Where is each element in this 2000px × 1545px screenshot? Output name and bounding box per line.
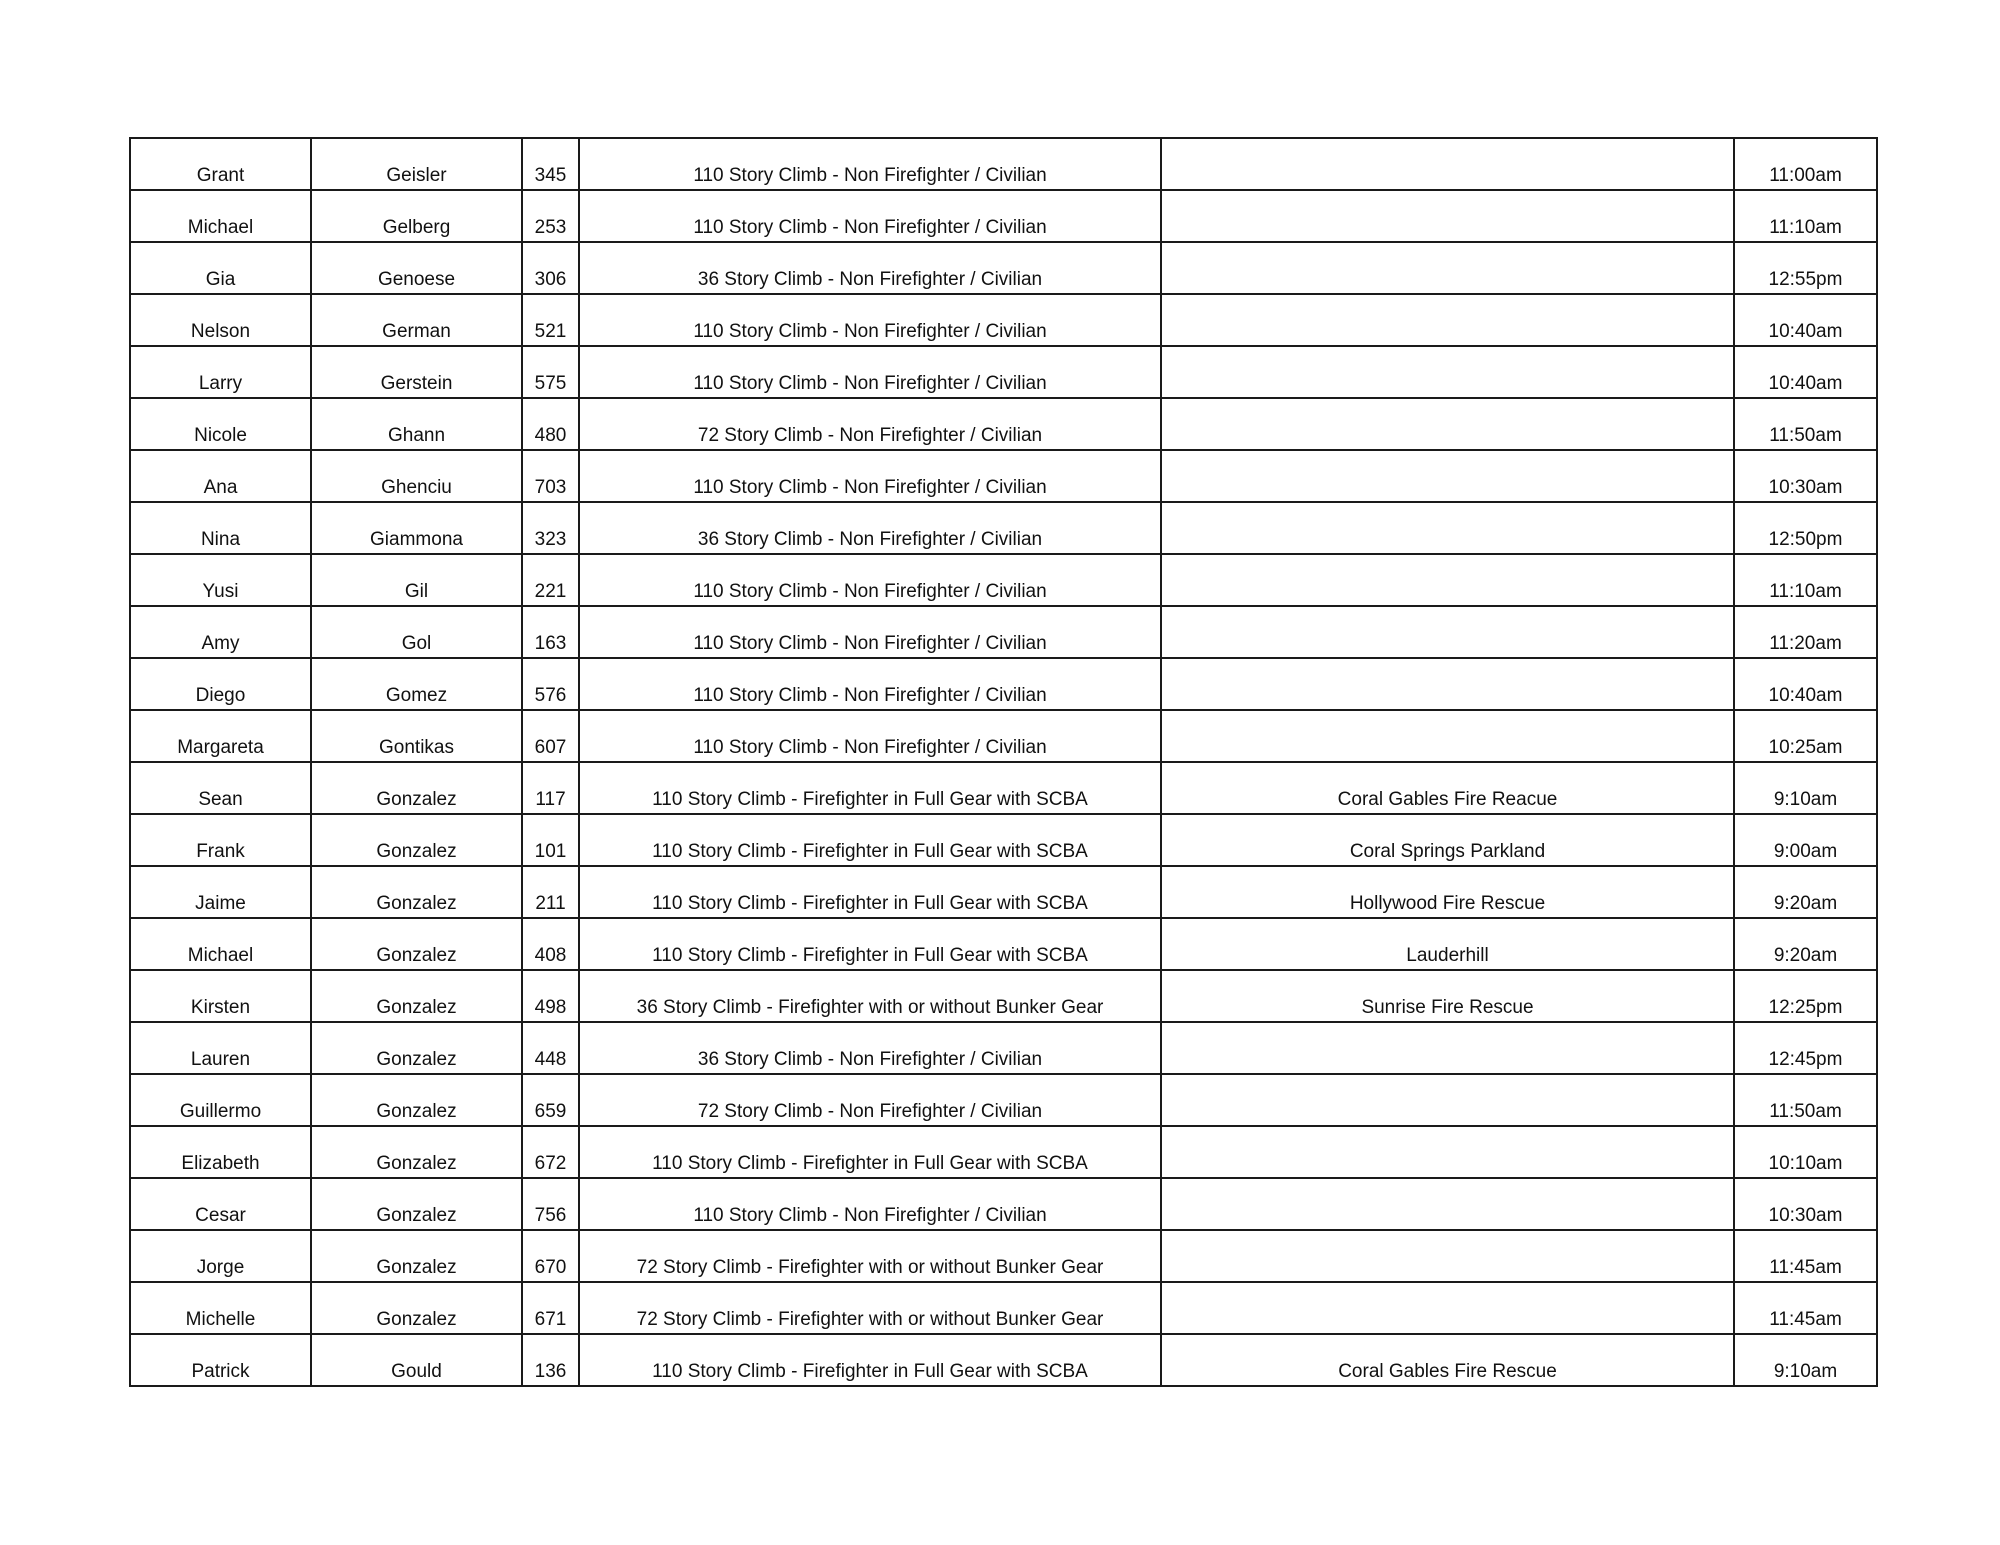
start-time-cell: 11:45am [1734,1230,1877,1282]
bib-number-cell: 136 [522,1334,579,1386]
department-cell [1161,1230,1734,1282]
table-row [130,450,1877,502]
first-name-cell: Kirsten [130,970,311,1022]
participant-table-body [130,138,1877,1386]
start-time-cell: 12:25pm [1734,970,1877,1022]
event-cell: 110 Story Climb - Non Firefighter / Civilian [579,346,1161,398]
last-name-cell: Gonzalez [311,970,522,1022]
bib-number-cell: 498 [522,970,579,1022]
department-cell: Coral Gables Fire Reacue [1161,762,1734,814]
bib-number-cell: 672 [522,1126,579,1178]
event-cell: 110 Story Climb - Non Firefighter / Civilian [579,606,1161,658]
event-cell: 110 Story Climb - Non Firefighter / Civilian [579,658,1161,710]
start-time-cell: 9:10am [1734,762,1877,814]
first-name-cell: Sean [130,762,311,814]
event-cell: 36 Story Climb - Non Firefighter / Civilian [579,502,1161,554]
department-cell [1161,294,1734,346]
department-cell [1161,1282,1734,1334]
department-cell [1161,450,1734,502]
start-time-cell: 9:10am [1734,1334,1877,1386]
event-cell: 72 Story Climb - Non Firefighter / Civilian [579,1074,1161,1126]
first-name-cell: Amy [130,606,311,658]
bib-number-cell: 576 [522,658,579,710]
first-name-cell: Gia [130,242,311,294]
first-name-cell: Lauren [130,1022,311,1074]
start-time-cell: 9:20am [1734,866,1877,918]
department-cell [1161,1178,1734,1230]
event-cell: 36 Story Climb - Non Firefighter / Civilian [579,242,1161,294]
first-name-cell: Nina [130,502,311,554]
department-cell [1161,502,1734,554]
bib-number-cell: 521 [522,294,579,346]
event-cell: 110 Story Climb - Non Firefighter / Civilian [579,710,1161,762]
first-name-cell: Cesar [130,1178,311,1230]
department-cell [1161,398,1734,450]
last-name-cell: Gould [311,1334,522,1386]
bib-number-cell: 221 [522,554,579,606]
bib-number-cell: 703 [522,450,579,502]
table-row [130,190,1877,242]
department-cell [1161,138,1734,190]
event-cell: 72 Story Climb - Firefighter with or without Bunker Gear [579,1282,1161,1334]
event-cell: 110 Story Climb - Firefighter in Full Gear with SCBA [579,814,1161,866]
last-name-cell: Gerstein [311,346,522,398]
first-name-cell: Elizabeth [130,1126,311,1178]
start-time-cell: 12:55pm [1734,242,1877,294]
start-time-cell: 11:00am [1734,138,1877,190]
bib-number-cell: 253 [522,190,579,242]
start-time-cell: 12:50pm [1734,502,1877,554]
table-row [130,502,1877,554]
table-row [130,1282,1877,1334]
start-time-cell: 10:10am [1734,1126,1877,1178]
last-name-cell: Genoese [311,242,522,294]
first-name-cell: Yusi [130,554,311,606]
department-cell [1161,346,1734,398]
table-row [130,762,1877,814]
department-cell: Coral Springs Parkland [1161,814,1734,866]
last-name-cell: Ghann [311,398,522,450]
first-name-cell: Michael [130,190,311,242]
table-row [130,1126,1877,1178]
table-row [130,1074,1877,1126]
event-cell: 110 Story Climb - Non Firefighter / Civilian [579,294,1161,346]
last-name-cell: Gonzalez [311,1282,522,1334]
last-name-cell: German [311,294,522,346]
department-cell [1161,1126,1734,1178]
table-row [130,918,1877,970]
first-name-cell: Michelle [130,1282,311,1334]
start-time-cell: 10:30am [1734,1178,1877,1230]
bib-number-cell: 163 [522,606,579,658]
last-name-cell: Gelberg [311,190,522,242]
first-name-cell: Nicole [130,398,311,450]
department-cell [1161,1022,1734,1074]
last-name-cell: Gonzalez [311,762,522,814]
start-time-cell: 11:10am [1734,190,1877,242]
bib-number-cell: 575 [522,346,579,398]
event-cell: 110 Story Climb - Non Firefighter / Civilian [579,1178,1161,1230]
event-cell: 110 Story Climb - Non Firefighter / Civilian [579,138,1161,190]
department-cell: Lauderhill [1161,918,1734,970]
department-cell [1161,710,1734,762]
department-cell [1161,658,1734,710]
department-cell [1161,242,1734,294]
event-cell: 110 Story Climb - Firefighter in Full Gear with SCBA [579,762,1161,814]
start-time-cell: 11:45am [1734,1282,1877,1334]
department-cell [1161,606,1734,658]
start-time-cell: 10:40am [1734,346,1877,398]
event-cell: 110 Story Climb - Firefighter in Full Gear with SCBA [579,866,1161,918]
start-time-cell: 10:40am [1734,294,1877,346]
first-name-cell: Larry [130,346,311,398]
last-name-cell: Gomez [311,658,522,710]
last-name-cell: Gonzalez [311,1126,522,1178]
bib-number-cell: 480 [522,398,579,450]
event-cell: 110 Story Climb - Non Firefighter / Civilian [579,190,1161,242]
last-name-cell: Gonzalez [311,866,522,918]
start-time-cell: 9:20am [1734,918,1877,970]
event-cell: 110 Story Climb - Firefighter in Full Gear with SCBA [579,1126,1161,1178]
table-row [130,970,1877,1022]
department-cell [1161,1074,1734,1126]
last-name-cell: Gonzalez [311,814,522,866]
table-row [130,294,1877,346]
event-cell: 110 Story Climb - Firefighter in Full Gear with SCBA [579,1334,1161,1386]
last-name-cell: Gonzalez [311,1230,522,1282]
event-cell: 110 Story Climb - Non Firefighter / Civilian [579,450,1161,502]
bib-number-cell: 659 [522,1074,579,1126]
bib-number-cell: 323 [522,502,579,554]
department-cell [1161,554,1734,606]
department-cell: Sunrise Fire Rescue [1161,970,1734,1022]
last-name-cell: Gonzalez [311,1178,522,1230]
start-time-cell: 11:10am [1734,554,1877,606]
first-name-cell: Nelson [130,294,311,346]
table-row [130,242,1877,294]
event-cell: 110 Story Climb - Firefighter in Full Gear with SCBA [579,918,1161,970]
bib-number-cell: 101 [522,814,579,866]
first-name-cell: Jorge [130,1230,311,1282]
table-row [130,1022,1877,1074]
table-row [130,554,1877,606]
event-cell: 110 Story Climb - Non Firefighter / Civilian [579,554,1161,606]
start-time-cell: 10:25am [1734,710,1877,762]
first-name-cell: Ana [130,450,311,502]
table-row [130,710,1877,762]
table-row [130,138,1877,190]
bib-number-cell: 408 [522,918,579,970]
bib-number-cell: 345 [522,138,579,190]
last-name-cell: Gil [311,554,522,606]
first-name-cell: Frank [130,814,311,866]
table-row [130,814,1877,866]
event-cell: 72 Story Climb - Firefighter with or without Bunker Gear [579,1230,1161,1282]
table-row [130,346,1877,398]
bib-number-cell: 670 [522,1230,579,1282]
last-name-cell: Geisler [311,138,522,190]
first-name-cell: Michael [130,918,311,970]
department-cell: Hollywood Fire Rescue [1161,866,1734,918]
first-name-cell: Jaime [130,866,311,918]
table-row [130,1334,1877,1386]
table-row [130,866,1877,918]
first-name-cell: Guillermo [130,1074,311,1126]
first-name-cell: Grant [130,138,311,190]
start-time-cell: 9:00am [1734,814,1877,866]
first-name-cell: Margareta [130,710,311,762]
bib-number-cell: 448 [522,1022,579,1074]
table-row [130,606,1877,658]
last-name-cell: Ghenciu [311,450,522,502]
department-cell [1161,190,1734,242]
bib-number-cell: 756 [522,1178,579,1230]
bib-number-cell: 306 [522,242,579,294]
participant-table [129,137,1878,1387]
bib-number-cell: 211 [522,866,579,918]
start-time-cell: 11:50am [1734,1074,1877,1126]
last-name-cell: Gonzalez [311,918,522,970]
last-name-cell: Gontikas [311,710,522,762]
event-cell: 36 Story Climb - Non Firefighter / Civilian [579,1022,1161,1074]
first-name-cell: Patrick [130,1334,311,1386]
start-time-cell: 10:40am [1734,658,1877,710]
table-row [130,658,1877,710]
start-time-cell: 11:50am [1734,398,1877,450]
event-cell: 72 Story Climb - Non Firefighter / Civilian [579,398,1161,450]
first-name-cell: Diego [130,658,311,710]
table-row [130,1230,1877,1282]
last-name-cell: Gonzalez [311,1074,522,1126]
last-name-cell: Giammona [311,502,522,554]
bib-number-cell: 117 [522,762,579,814]
event-cell: 36 Story Climb - Firefighter with or without Bunker Gear [579,970,1161,1022]
start-time-cell: 11:20am [1734,606,1877,658]
table-row [130,1178,1877,1230]
start-time-cell: 10:30am [1734,450,1877,502]
table-row [130,398,1877,450]
bib-number-cell: 671 [522,1282,579,1334]
last-name-cell: Gonzalez [311,1022,522,1074]
department-cell: Coral Gables Fire Rescue [1161,1334,1734,1386]
bib-number-cell: 607 [522,710,579,762]
last-name-cell: Gol [311,606,522,658]
start-time-cell: 12:45pm [1734,1022,1877,1074]
